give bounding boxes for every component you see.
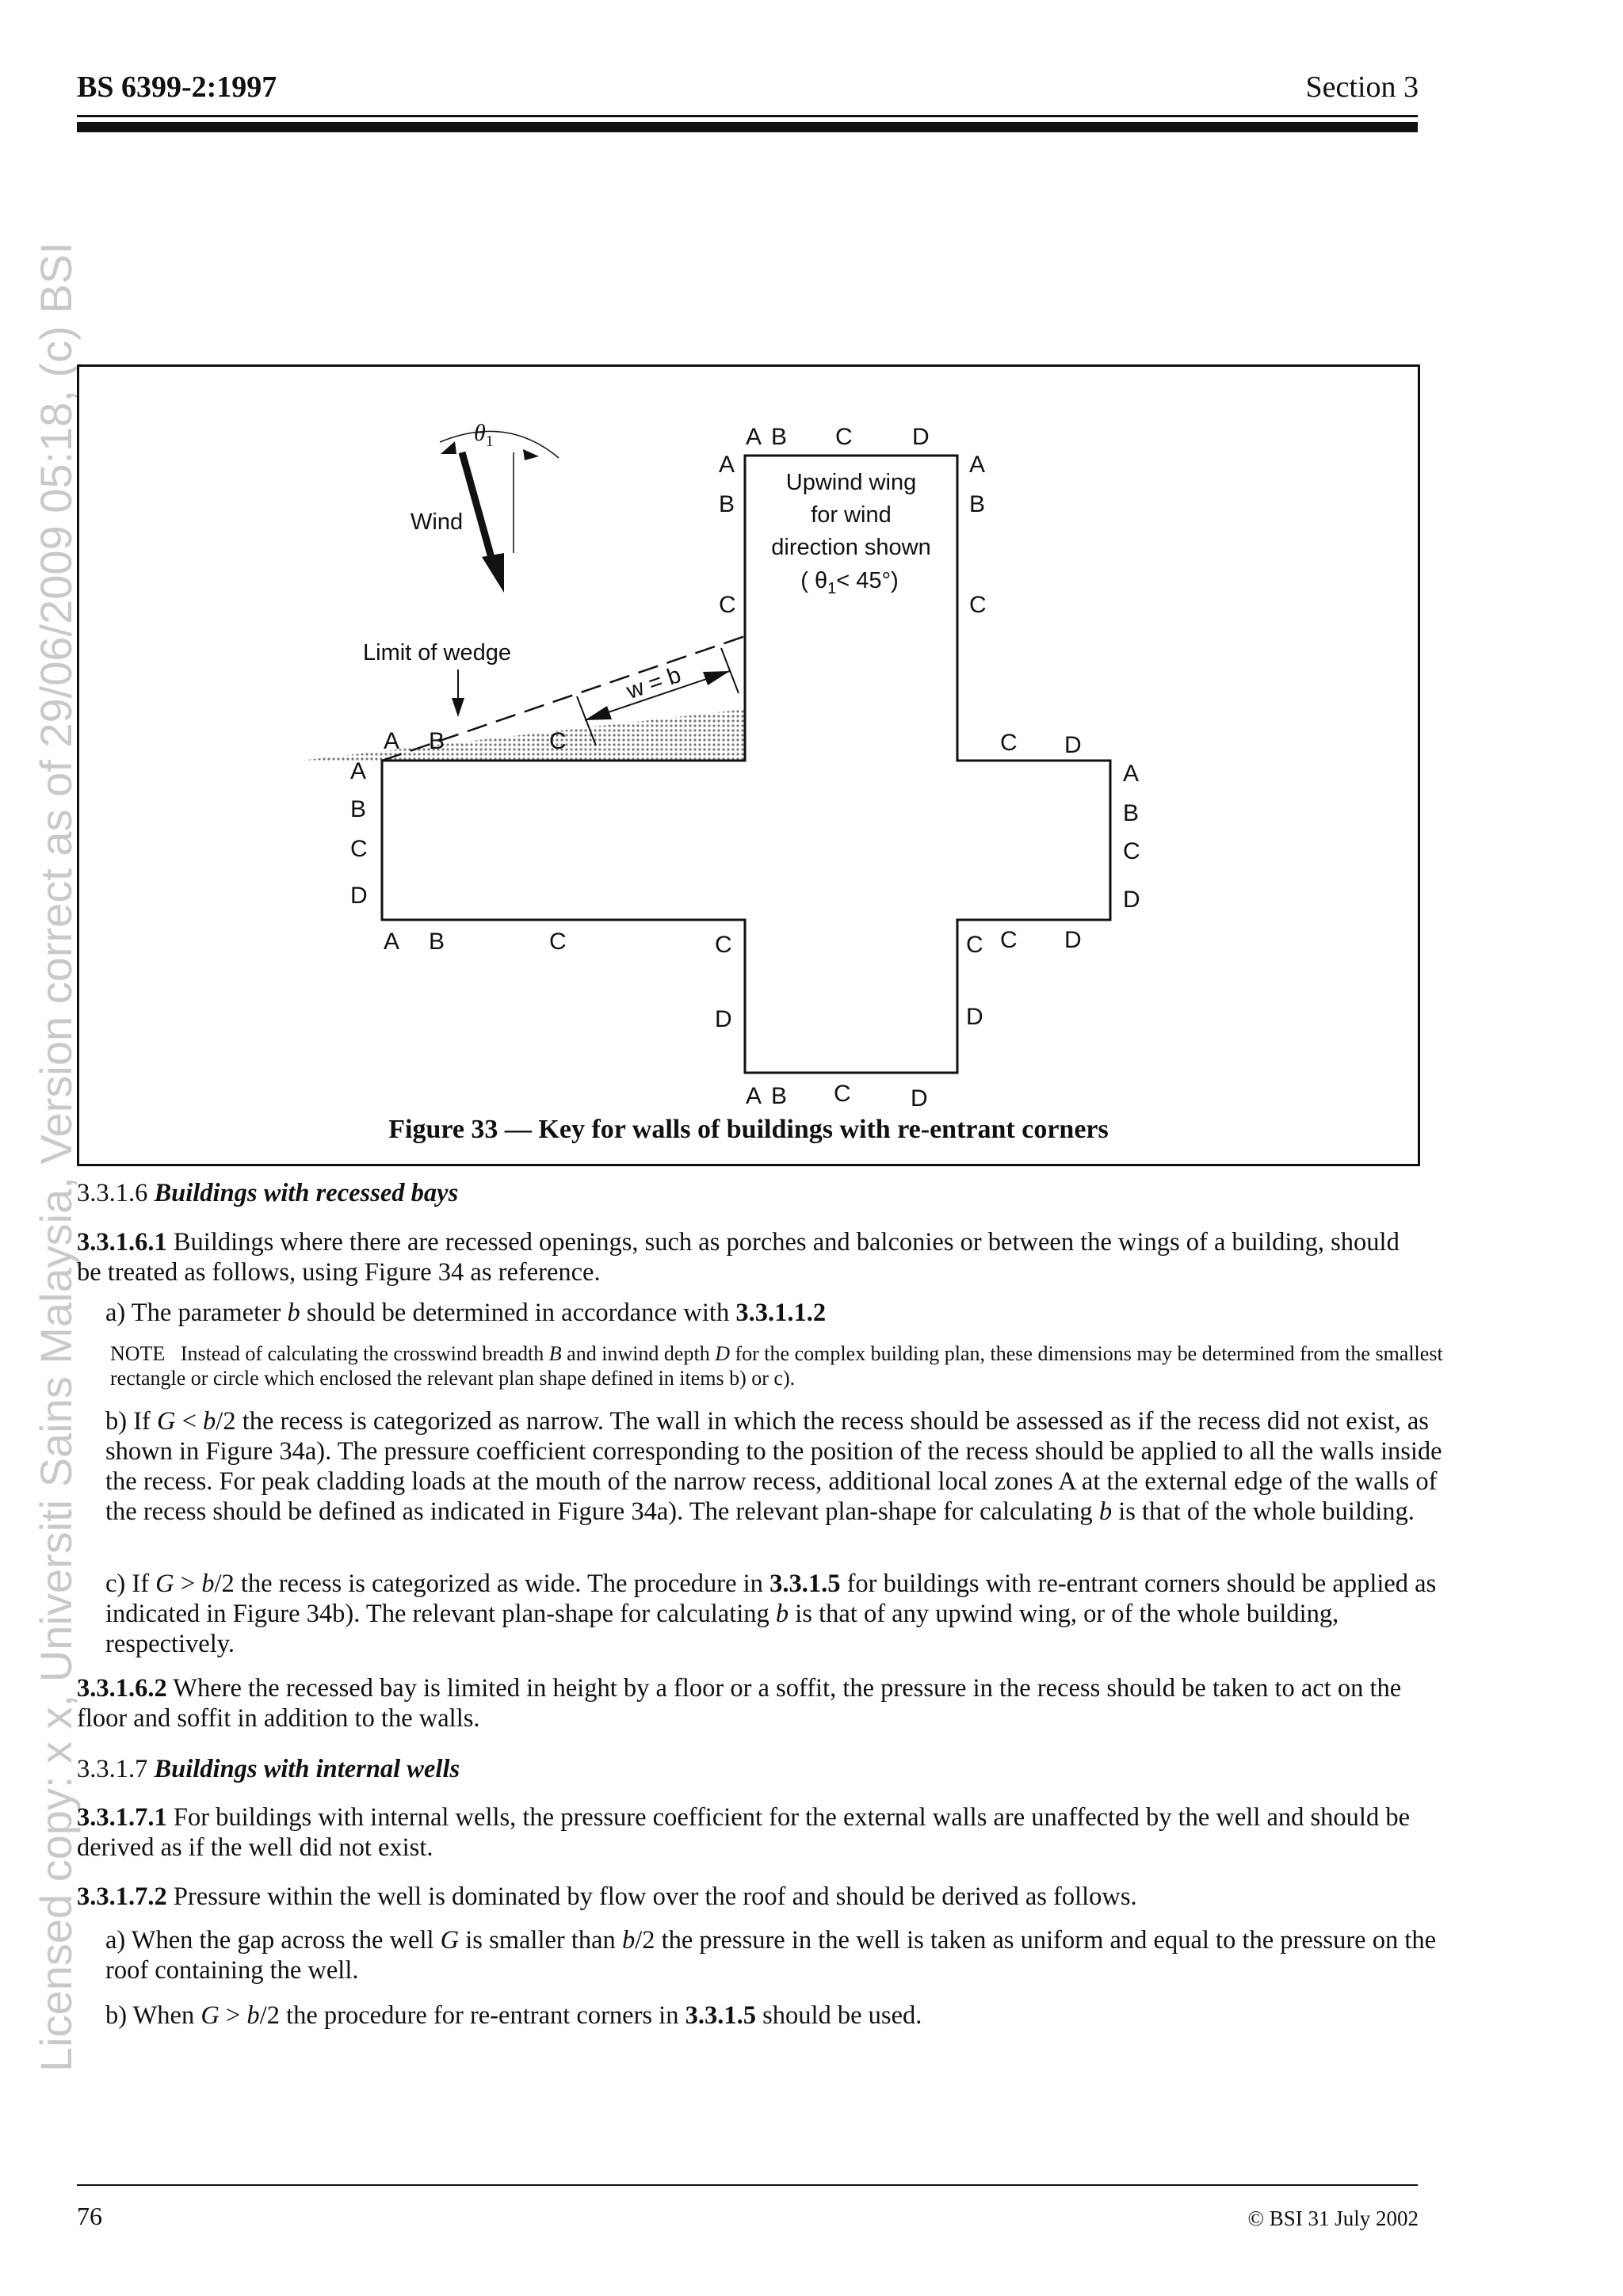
zone-label-a: A: [384, 728, 400, 754]
zone-label-a: A: [719, 452, 735, 478]
w-tick-right: [721, 648, 739, 693]
wedge-shaded-area: [300, 709, 745, 761]
zone-label-c: C: [835, 424, 853, 450]
copyright-notice: © BSI 31 July 2002: [1247, 2206, 1419, 2230]
heading-3317: 3.3.1.7 Buildings with internal wells: [77, 1755, 460, 1783]
zone-label-a: A: [746, 424, 762, 450]
zone-label-a: A: [384, 929, 400, 955]
w-arrow-left: [585, 706, 612, 720]
zone-label-c: C: [715, 932, 732, 958]
zone-label-d: D: [350, 883, 368, 909]
zone-label-d: D: [1064, 927, 1082, 953]
wing-line-1: Upwind wing: [785, 470, 917, 495]
item-b-3316: b) If G < b/2 the recess is categorized as narrow. The wall in which the recess should be assessed as if the recess did not exist, as shown in Figure 34a). The pressure coefficient corresponding to the position of the recess should be applied to all the walls inside the recess. For peak cladding loads at the mouth of the narrow recess, additional local zones A at the external edge of the walls of the recess should be defined as indicated in Figure 34a). The relevant plan-shape for calculating b is that of the whole building.: [105, 1407, 1442, 1526]
zone-label-d: D: [1123, 887, 1140, 913]
zone-label-a: A: [969, 452, 986, 478]
license-watermark: Licensed copy: x x, Universiti Sains Malaysia, Version correct as of 29/06/2009 05:18, (c) BSI: [31, 242, 81, 2072]
page-number: 76: [77, 2202, 102, 2230]
item-a-3317: a) When the gap across the well G is smaller than b/2 the pressure in the well is taken as uniform and equal to the pressure on the roof containing the well.: [105, 1926, 1437, 1985]
limit-leader-arrow: [452, 698, 464, 717]
zone-label-c: C: [719, 592, 736, 618]
zone-label-d: D: [1064, 732, 1082, 758]
zone-label-b: B: [1123, 800, 1140, 826]
w-arrow-right: [703, 671, 730, 685]
para-33171: 3.3.1.7.1 For buildings with internal wells, the pressure coefficient for the external walls are unaffected by the well and should be derived as if the well did not exist.: [77, 1803, 1411, 1862]
theta-1-label: $\theta_1$: [474, 420, 494, 450]
item-a-3316: a) The parameter b should be determined in accordance with 3.3.1.1.2: [105, 1299, 827, 1327]
zone-label-c: C: [966, 932, 983, 958]
zone-label-d: D: [715, 1006, 732, 1032]
zone-label-c: C: [549, 929, 567, 955]
theta-arrow-right: [523, 449, 539, 460]
zone-label-c: C: [1000, 927, 1018, 953]
zone-label-d: D: [966, 1004, 983, 1030]
zone-label-c: C: [350, 836, 368, 862]
item-b-3317: b) When G > b/2 the procedure for re-entrant corners in 3.3.1.5 should be used.: [105, 2001, 922, 2030]
figure-33: [77, 364, 1420, 1166]
section-label: Section 3: [1305, 71, 1419, 104]
zone-label-b: B: [969, 491, 986, 517]
wing-line-3: direction shown: [771, 535, 931, 560]
zone-label-a: A: [350, 758, 367, 784]
para-33172: 3.3.1.7.2 Pressure within the well is dominated by flow over the roof and should be derived as follows.: [77, 1882, 1137, 1911]
figure-caption: Figure 33 — Key for walls of buildings with re-entrant corners: [388, 1115, 1109, 1144]
wind-arrow-shaft: [462, 452, 493, 563]
wind-arrow-head: [482, 553, 504, 593]
zone-label-b: B: [771, 424, 788, 450]
zone-label-b: B: [350, 796, 367, 822]
wing-condition: ( $\theta_1< 45^\circ$): [800, 568, 899, 597]
para-33161: 3.3.1.6.1 Buildings where there are recessed openings, such as porches and balconies or between the wings of a building, should be treated as follows, using Figure 34 as reference.: [77, 1228, 1400, 1287]
building-plan-diagram: [79, 367, 1418, 1164]
zone-label-c: C: [834, 1081, 851, 1107]
zone-label-a: A: [746, 1083, 762, 1109]
zone-label-c: C: [1123, 838, 1140, 864]
theta-arrow-left: [441, 441, 456, 454]
zone-label-b: B: [429, 728, 445, 754]
note-3316: NOTE Instead of calculating the crosswind breadth B and inwind depth D for the complex building plan, these dimensions may be determined from the smallest rectangle or circle which enclosed the relevant plan shape defined in items b) or c).: [110, 1342, 1443, 1390]
heading-3316: 3.3.1.6 Buildings with recessed bays: [77, 1179, 459, 1207]
wind-angle-arc: [440, 431, 559, 458]
zone-label-c: C: [549, 728, 567, 754]
zone-label-d: D: [912, 424, 930, 450]
zone-label-b: B: [429, 929, 445, 955]
para-33162: 3.3.1.6.2 Where the recessed bay is limited in height by a floor or a soffit, the pressure in the recess should be taken to act on the floor and soffit in addition to the walls.: [77, 1674, 1402, 1733]
wing-line-2: for wind: [811, 502, 892, 528]
zone-label-a: A: [1123, 761, 1140, 787]
footer-rule: [77, 2184, 1418, 2186]
header-rule-thick: [77, 122, 1418, 132]
zone-label-c: C: [1000, 730, 1018, 756]
w-equals-b-label: w = b: [623, 662, 685, 705]
zone-label-d: D: [911, 1085, 928, 1112]
header-rule-thin: [77, 115, 1418, 117]
zone-label-b: B: [719, 491, 735, 517]
zone-label-b: B: [771, 1083, 788, 1109]
standard-number: BS 6399-2:1997: [77, 71, 277, 104]
zone-label-c: C: [969, 592, 987, 618]
item-c-3316: c) If G > b/2 the recess is categorized as wide. The procedure in 3.3.1.5 for buildings with re-entrant corners should be applied as indicated in Figure 34b). The relevant plan-shape for calculating b is that of any upwind wing, or of the whole building, respectively.: [105, 1569, 1437, 1658]
limit-of-wedge-label: Limit of wedge: [363, 640, 511, 666]
wind-label: Wind: [411, 509, 464, 535]
